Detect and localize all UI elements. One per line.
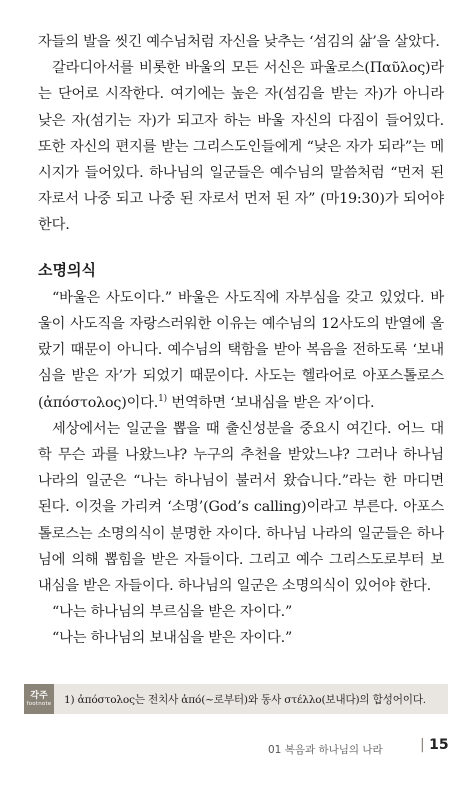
footnote-reference[interactable]: 1) (158, 393, 167, 404)
paragraph: 세상에서는 일군을 뽑을 때 출신성분을 중요시 여긴다. 어느 대학 무슨 과를 나왔느냐? 누구의 추천을 받았느냐? 그러나 하나님 나라의 일군은 “나는 하나님이 불러서 왔습니다.”라는 한 마디면 된다. 이것을 가리켜 ‘소명’(God’s calling)이라고 부른다. 아포스톨로스는 소명의식이 분명한 자이다. 하나님 나라의 일군들은 하나님에 의해 뽑힘을 받은 자들이다. 그리고 예수 그리스도로부터 보내심을 받은 자들이다. 하나님의 일군은 소명의식이 있어야 한다. (38, 420, 444, 595)
footnote-text: 1) ἀπόστολος는 전치사 ἀπό(~로부터)와 동사 στέλλο(보내다)의 합성어이다. (64, 693, 426, 706)
paragraph-text: “바울은 사도이다.” 바울은 사도직에 자부심을 갖고 있었다. 바울이 사도직을 자랑스러워한 이유는 예수님의 12사도의 반열에 올랐기 때문이 아니다. 예수님의 택함을 받아 복음을 전하도록 ‘보내심을 받은 자’가 되었기 때문이다. 사도는 헬라어로 아포스톨로스(ἀπόστολος)이다. (38, 289, 444, 411)
footnote-box (24, 684, 448, 714)
footnote-badge (24, 684, 54, 714)
page-number (420, 737, 449, 753)
page-number-value: 15 (429, 737, 449, 753)
page-number-divider: | (420, 737, 430, 753)
quote-line: “나는 하나님의 부르심을 받은 자이다.” (52, 604, 293, 621)
paragraph-text: 번역하면 ‘보내심을 받은 자’이다. (166, 394, 375, 411)
paragraph: 갈라디아서를 비롯한 바울의 모든 서신은 파울로스(Παῦλος)라는 단어로 시작한다. 여기에는 높은 자(섬김을 받는 자)가 아니라 낮은 자(섬기는 자)가 되고자 하는 바울 자신의 다짐이 들어있다. 또한 자신의 편지를 받는 그리스도인들에게 “낮은 자가 되라”는 메시지가 들어있다. 하나님의 일군들은 예수님의 말씀처럼 “먼저 된 자로서 나중 되고 나중 된 자로서 먼저 된 자” (마19:30)가 되어야 한다. (38, 60, 444, 234)
footnote-badge-label: 각주 (30, 690, 48, 701)
paragraph-apostle (38, 285, 444, 416)
footnote-badge-sublabel: footnote (26, 700, 52, 707)
body-text (38, 29, 444, 652)
paragraph: 자들의 발을 씻긴 예수님처럼 자신을 낮추는 ‘섬김의 삶’을 살았다. (38, 34, 440, 50)
running-footer-title: 01 복음과 하나님의 나라 (268, 744, 383, 756)
section-heading: 소명의식 (38, 260, 96, 279)
quote-line: “나는 하나님의 보내심을 받은 자이다.” (52, 630, 293, 647)
